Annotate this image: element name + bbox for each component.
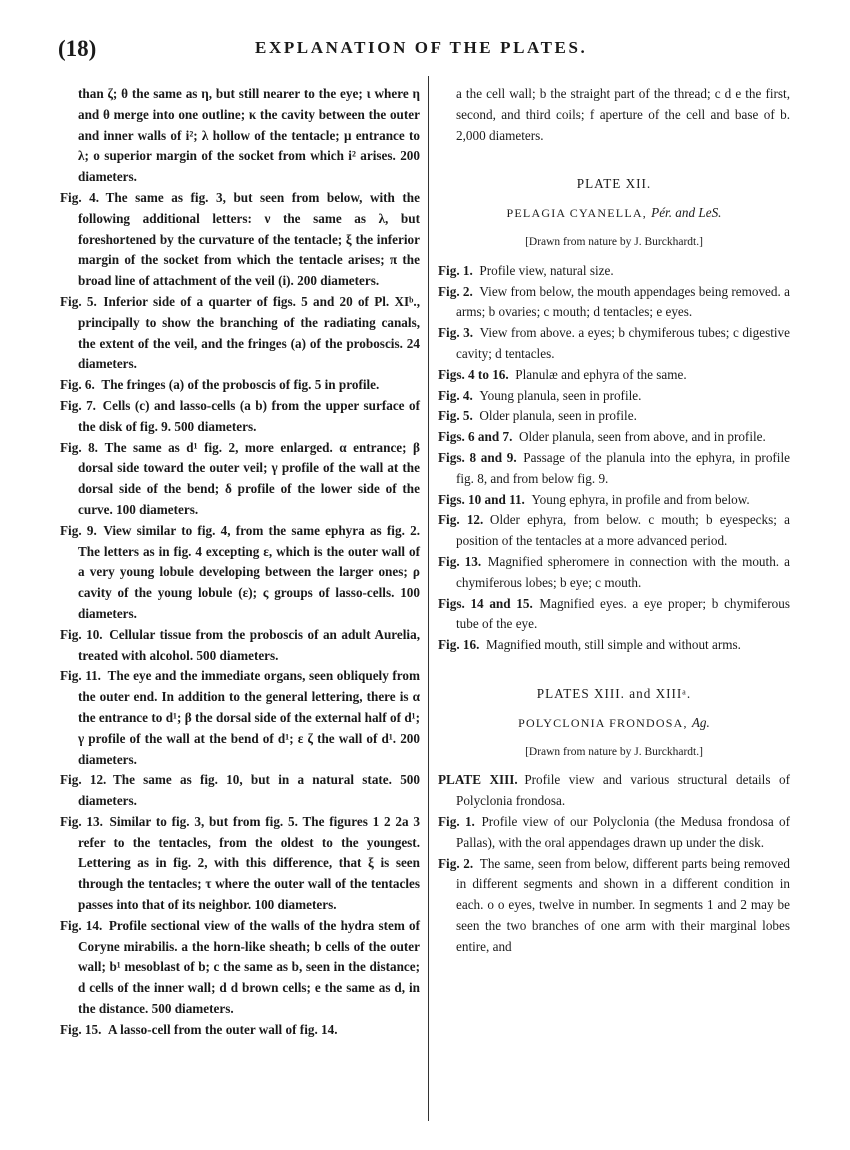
- figure-label: Fig. 15.: [60, 1021, 102, 1037]
- figure-description: Profile view and various structural details of Polyclonia frondosa.: [456, 772, 790, 809]
- figure-description: A lasso-cell from the outer wall of fig. 14.: [108, 1021, 338, 1037]
- right-intro-text: a the cell wall; b the straight part of the thread; c d e the first, second, and third coils; f aperture of the cell and base of b. 2,000 diameters.: [456, 86, 790, 143]
- figure-description: Cells (c) and lasso-cells (a b) from the upper surface of the disk of fig. 9. 500 diameters.: [78, 397, 420, 434]
- column-divider: [428, 76, 429, 1121]
- plate-12-species: [438, 203, 790, 224]
- figure-label: Figs. 8 and 9.: [438, 449, 517, 465]
- figure-entry: [438, 510, 790, 552]
- figure-description: Young planula, seen in profile.: [479, 387, 642, 403]
- figure-description: The same as d¹ fig. 2, more enlarged. α entrance; β dorsal side toward the outer veil; γ profile of the wall at the dorsal side of the bend; δ profile of the lower side of the curve. 100 diameters.: [78, 439, 420, 517]
- figure-description: Planulæ and ephyra of the same.: [515, 366, 687, 382]
- figure-description: Magnified mouth, still simple and without arms.: [486, 637, 741, 653]
- figure-entry: [438, 365, 790, 386]
- plate-12-authors: Pér. and LeS.: [651, 205, 722, 221]
- figure-entry: [60, 188, 420, 292]
- plate-13-authors: Ag.: [691, 714, 710, 730]
- figure-label: Fig. 7.: [60, 397, 96, 413]
- figure-label: Fig. 13.: [438, 553, 482, 569]
- figure-description: Profile view, natural size.: [479, 262, 614, 278]
- figure-label: Fig. 11.: [60, 668, 101, 684]
- figure-description: Profile view of our Polyclonia (the Medusa frondosa of Pallas), with the oral appendages drawn up under the disk.: [456, 813, 790, 850]
- plate-12-note: [Drawn from nature by J. Burckhardt.]: [525, 235, 703, 248]
- figure-entry: [438, 282, 790, 324]
- figure-entry: [438, 323, 790, 365]
- figure-entry: [60, 438, 420, 521]
- figure-description: The same as fig. 10, but in a natural state. 500 diameters.: [78, 772, 420, 809]
- figure-entry: [60, 396, 420, 438]
- running-title: EXPLANATION OF THE PLATES.: [255, 38, 588, 57]
- figure-label: Fig. 8.: [60, 439, 98, 455]
- figure-label: Fig. 2.: [438, 855, 474, 871]
- figure-entry: [438, 812, 790, 854]
- figure-label: Figs. 6 and 7.: [438, 429, 513, 445]
- figure-entry: [60, 292, 420, 375]
- plate-13-note: [Drawn from nature by J. Burckhardt.]: [525, 745, 703, 758]
- figure-entry: [438, 427, 790, 448]
- figure-description: The fringes (a) of the proboscis of fig. 5 in profile.: [101, 377, 380, 393]
- figure-description: Magnified eyes. a eye proper; b chymiferous tube of the eye.: [456, 595, 790, 632]
- figure-label: Fig. 6.: [60, 377, 95, 393]
- figure-entry: [438, 386, 790, 407]
- plate-12-species-name: PELAGIA CYANELLA,: [506, 206, 647, 221]
- figure-entry: [60, 916, 420, 1020]
- figure-description: Older ephyra, from below. c mouth; b eyespecks; a position of the tentacles at a more advanced period.: [456, 512, 790, 549]
- figure-label: Fig. 5.: [60, 293, 97, 309]
- figure-description: View similar to fig. 4, from the same ephyra as fig. 2. The letters as in fig. 4 excepting ε, which is the outer wall of a very young lobule developing between the larger ones; ρ cavity of the young lobule (ε); ς groups of lasso-cells. 100 diameters.: [78, 522, 420, 621]
- figure-label: Fig. 4.: [60, 189, 100, 205]
- figure-label: Fig. 14.: [60, 917, 103, 933]
- plate-12-title: PLATE XII.: [576, 176, 652, 192]
- figure-description: The same, seen from below, different parts being removed in different segments and shown in a different condition in each. o o eyes, twelve in number. In segments 1 and 2 may be seen the two branches of one arm with their marginal lobes entire, and: [456, 855, 790, 954]
- figure-description: View from below, the mouth appendages being removed. a arms; b ovaries; c mouth; d tentacles; e eyes.: [456, 283, 790, 320]
- figure-entry: [60, 625, 420, 667]
- figure-description: View from above. a eyes; b chymiferous tubes; c digestive cavity; d tentacles.: [456, 325, 790, 361]
- figure-description: Similar to fig. 3, but from fig. 5. The figures 1 2 2a 3 refer to the tentacles, from the oldest to the youngest. Lettering as in fig. 2, with this difference, that ξ is seen through the tentacles; τ where the outer wall of the tentacles passes into that of its neighbor. 100 diameters.: [78, 813, 420, 913]
- figure-label: Fig. 13.: [60, 813, 103, 829]
- figure-entry: [438, 448, 790, 490]
- left-intro-text: than ζ; θ the same as η, but still nearer to the eye; ι where η and θ merge into one outline; κ the cavity between the outer and inner walls of i²; λ hollow of the tentacle; μ entrance to λ; o superior margin of the socket from which i² arises. 200 diameters.: [78, 86, 420, 185]
- figure-label: Fig. 12.: [60, 772, 107, 788]
- plate-13-species: [438, 713, 790, 734]
- page-number: (18): [58, 36, 97, 61]
- figure-description: Older planula, seen in profile.: [479, 408, 637, 424]
- figure-label: Fig. 4.: [438, 387, 473, 403]
- figure-description: Young ephyra, in profile and from below.: [531, 491, 750, 507]
- figure-label: Fig. 1.: [438, 813, 475, 829]
- figure-label: Figs. 10 and 11.: [438, 491, 525, 507]
- figure-label: Fig. 2.: [438, 283, 473, 299]
- figure-entry: [60, 1020, 420, 1041]
- figure-entry: [438, 552, 790, 594]
- figure-entry: [438, 770, 790, 812]
- figure-entry: [60, 812, 420, 916]
- figure-label: Fig. 5.: [438, 408, 473, 424]
- figure-label: PLATE XIII.: [438, 772, 518, 788]
- figure-label: Fig. 12.: [438, 512, 484, 528]
- figure-description: Cellular tissue from the proboscis of an adult Aurelia, treated with alcohol. 500 diameters.: [78, 626, 420, 663]
- plate-13-title: PLATES XIII. and XIIIᵃ.: [536, 685, 692, 701]
- left-entry-list: [60, 188, 420, 1041]
- figure-entry: [438, 490, 790, 511]
- figure-entry: [438, 594, 790, 636]
- figure-entry: [60, 770, 420, 812]
- figure-description: Inferior side of a quarter of figs. 5 and 20 of Pl. XIᵇ., principally to show the branching of the radiating canals, the extent of the veil, and the fringes (a) of the proboscis. 24 diameters.: [78, 293, 420, 372]
- figure-description: Passage of the planula into the ephyra, in profile fig. 8, and from below fig. 9.: [456, 449, 790, 486]
- figure-entry: [60, 521, 420, 625]
- figure-label: Fig. 10.: [60, 626, 103, 642]
- figure-entry: [60, 666, 420, 770]
- figure-description: The eye and the immediate organs, seen obliquely from the outer end. In addition to the general lettering, there is α the entrance to d¹; β the dorsal side of the external half of d¹; γ profile of the wall at the bend of d¹; ε ζ the wall of d¹. 200 diameters.: [78, 668, 420, 767]
- figure-description: Profile sectional view of the walls of the hydra stem of Coryne mirabilis. a the horn-like sheath; b cells of the outer wall; b¹ mesoblast of b; c the same as b, seen in the distance; d cells of the inner wall; d d brown cells; e the same as d, in the distance. 500 diameters.: [78, 917, 420, 1017]
- figure-label: Figs. 14 and 15.: [438, 595, 533, 611]
- figure-description: Magnified spheromere in connection with the mouth. a chymiferous lobes; b eye; c mouth.: [456, 553, 790, 590]
- plate-12-entry-list: [438, 261, 790, 656]
- figure-entry: [438, 635, 790, 656]
- figure-label: Fig. 9.: [60, 522, 97, 538]
- figure-description: The same as fig. 3, but seen from below, with the following additional letters: ν the same as λ, but foreshortened by the curvature of the tentacle; ξ the inferior margin of the socket from which the tentacle arises; π the broad line of attachment of the veil (i). 200 diameters.: [78, 189, 420, 289]
- right-column: [438, 84, 790, 957]
- figure-label: Fig. 16.: [438, 637, 480, 653]
- figure-entry: [60, 375, 420, 396]
- figure-entry: [438, 406, 790, 427]
- figure-entry: [438, 261, 790, 282]
- figure-description: Older planula, seen from above, and in profile.: [518, 429, 766, 445]
- figure-label: Fig. 1.: [438, 262, 473, 278]
- left-column: [60, 84, 420, 1041]
- figure-label: Fig. 3.: [438, 325, 474, 341]
- plate-13-species-name: POLYCLONIA FRONDOSA,: [518, 715, 688, 730]
- plate-13-entry-list: [438, 770, 790, 957]
- figure-label: Figs. 4 to 16.: [438, 366, 509, 382]
- figure-entry: [438, 854, 790, 958]
